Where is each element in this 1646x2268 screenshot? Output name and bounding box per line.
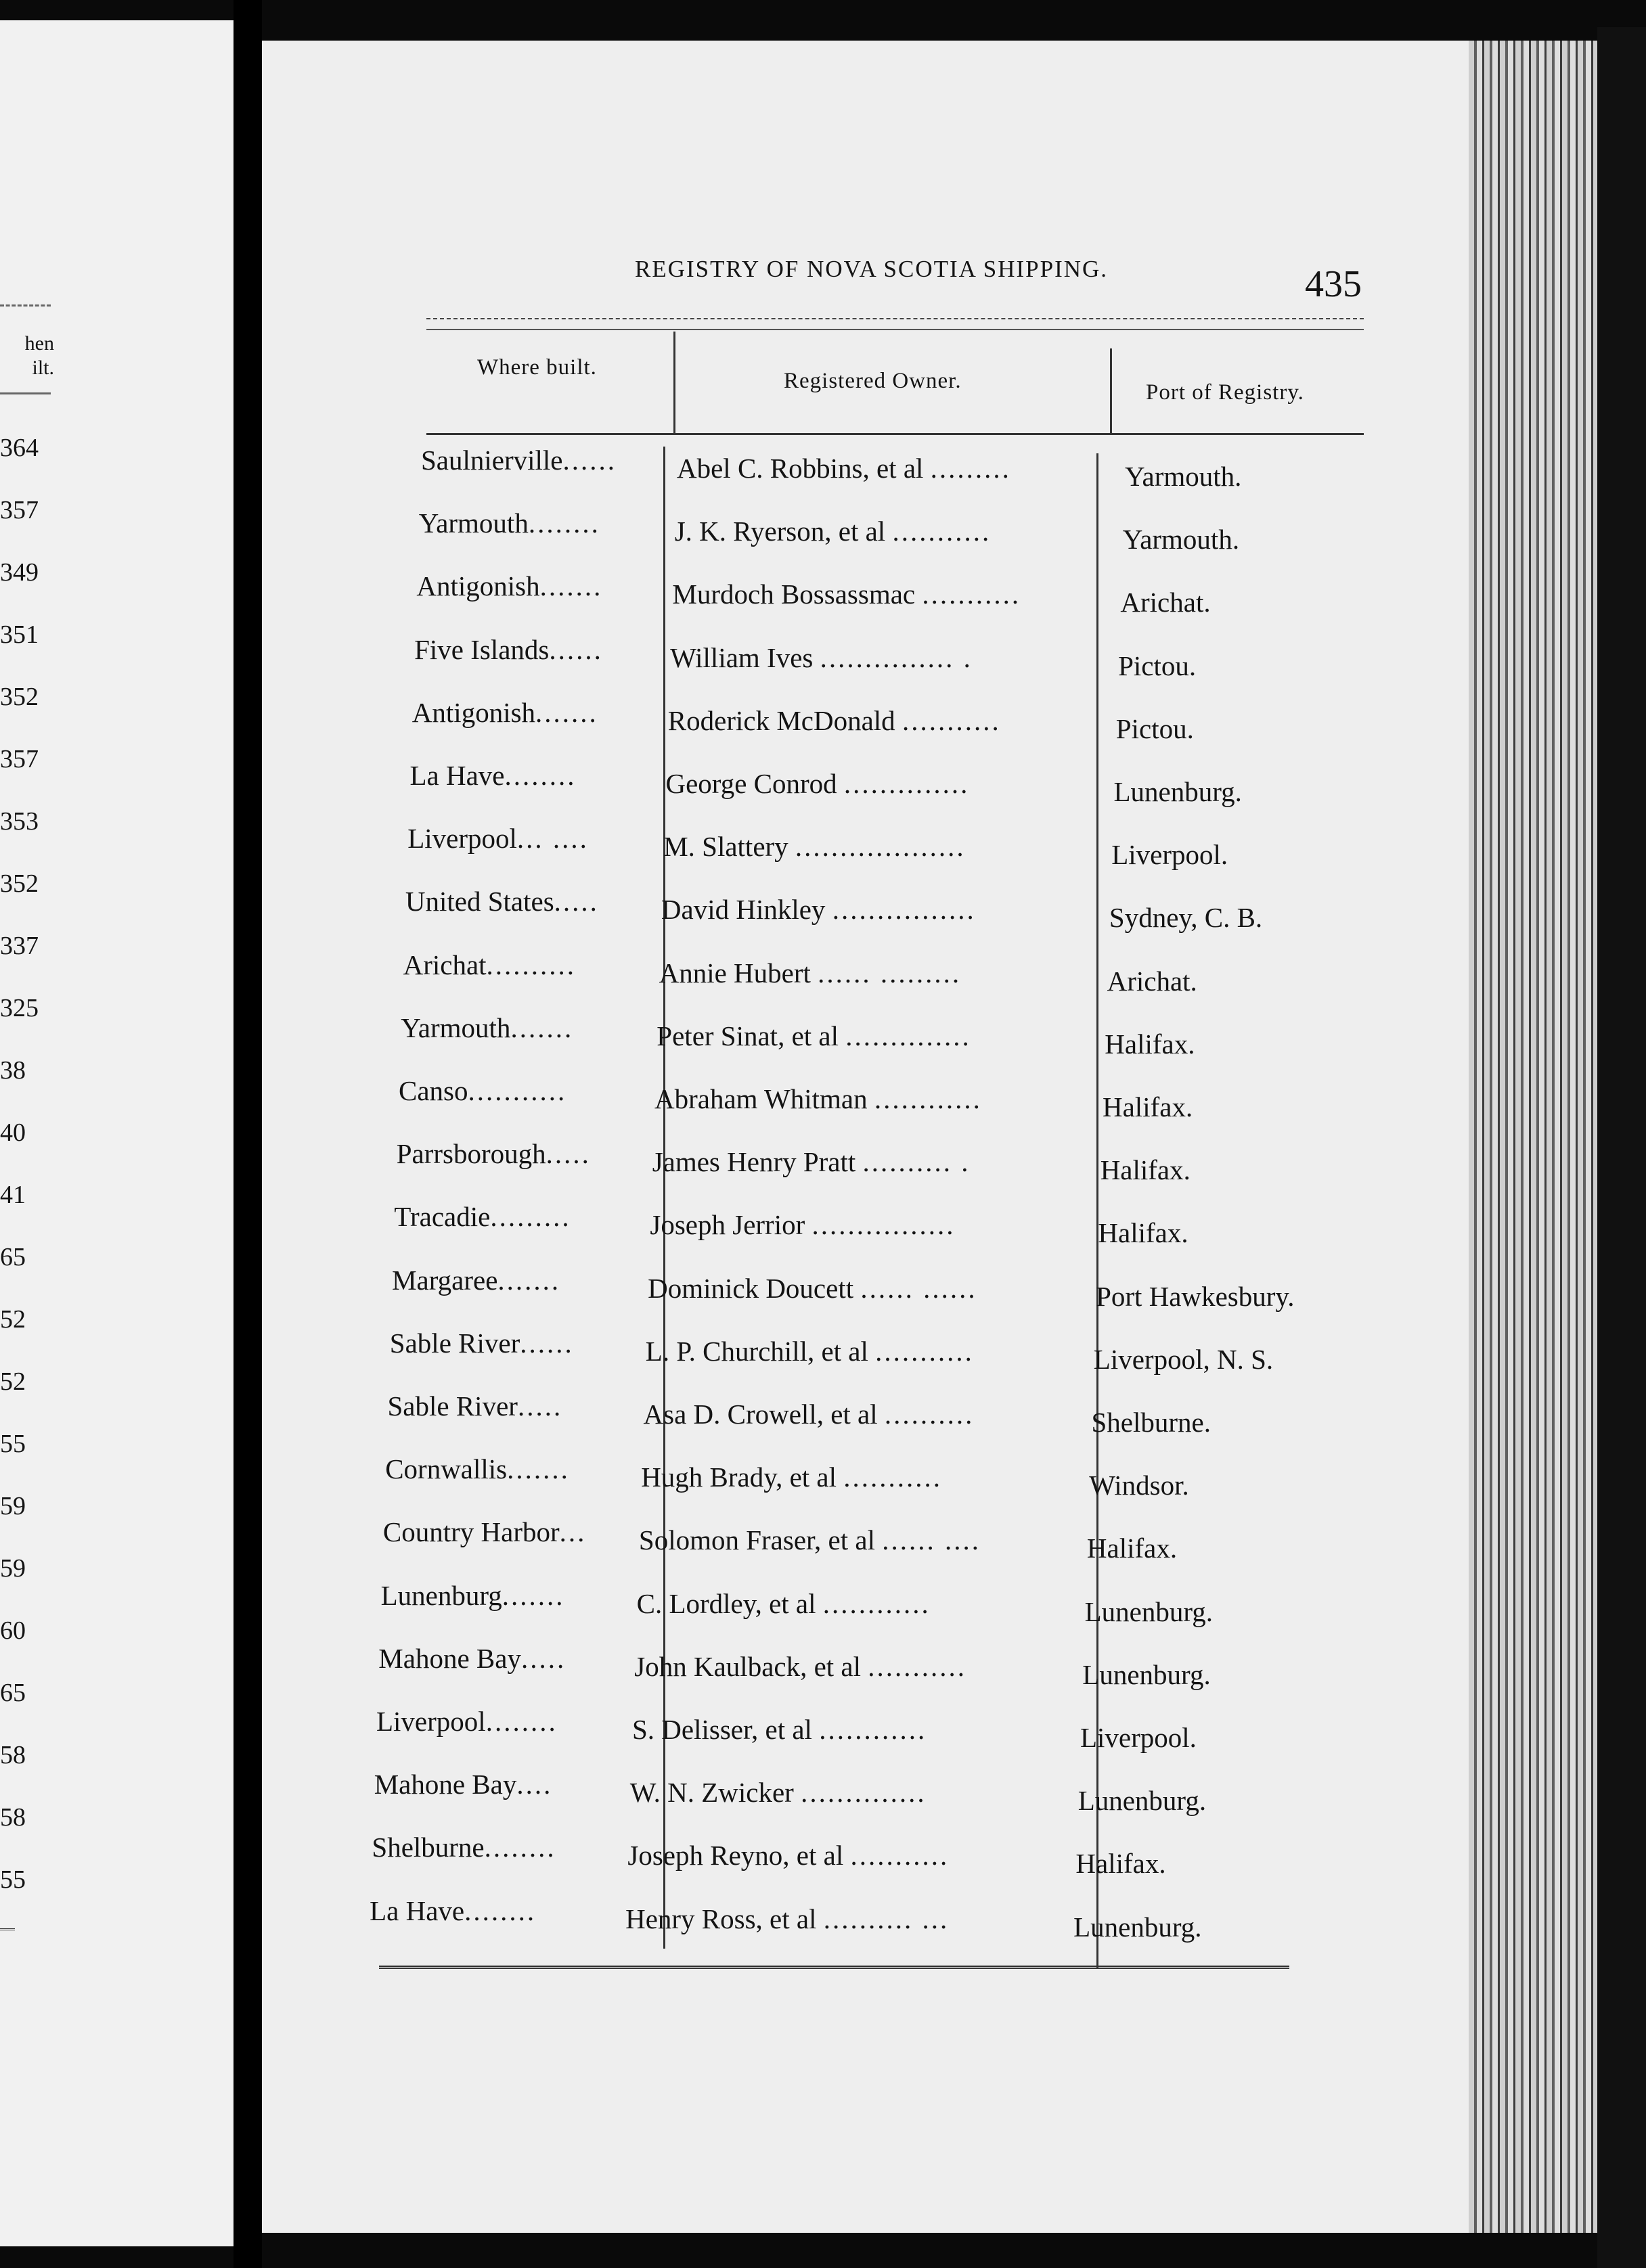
registered-owner: W. N. Zwicker xyxy=(629,1777,794,1809)
left-year-fragment: 65 xyxy=(0,1679,26,1707)
left-year-fragment: 58 xyxy=(0,1803,26,1832)
registered-owner: Hugh Brady, et al xyxy=(641,1461,837,1493)
registered-owner-cell xyxy=(677,451,1011,485)
port-of-registry: Yarmouth. xyxy=(1125,461,1242,492)
page-number: 435 xyxy=(1305,263,1362,305)
column-header-registered-owner: Registered Owner. xyxy=(784,369,962,393)
running-head: REGISTRY OF NOVA SCOTIA SHIPPING. xyxy=(635,256,1109,282)
registered-owner-cell xyxy=(672,577,1021,611)
registered-owner: Annie Hubert xyxy=(659,957,811,989)
registered-owner: Solomon Fraser, et al xyxy=(638,1524,875,1556)
where-built: Canso xyxy=(399,1075,468,1106)
leader-dots: ........ xyxy=(528,507,600,539)
leader-dots: ...... xyxy=(549,633,603,665)
where-built: Shelburne xyxy=(372,1832,485,1863)
where-built-cell xyxy=(397,1137,591,1171)
where-built: Mahone Bay xyxy=(374,1769,517,1800)
port-of-registry: Halifax. xyxy=(1100,1154,1191,1186)
header-bottom-rule xyxy=(426,433,1364,435)
port-of-registry: Windsor. xyxy=(1089,1470,1189,1501)
port-of-registry: Liverpool, N. S. xyxy=(1093,1343,1274,1375)
port-of-registry: Pictou. xyxy=(1118,650,1197,681)
left-year-fragment: 352 xyxy=(0,683,39,711)
left-header-rule-bottom xyxy=(0,392,51,394)
column-header-port-of-registry: Port of Registry. xyxy=(1146,380,1304,405)
leader-dots: ........... xyxy=(850,1840,950,1872)
leader-dots: ......... xyxy=(490,1201,571,1233)
left-year-fragment: 352 xyxy=(0,869,39,898)
left-header-rule-top xyxy=(0,304,51,307)
where-built: Five Islands xyxy=(414,633,550,665)
registered-owner: C. Lordley, et al xyxy=(636,1587,816,1619)
leader-dots: ........ xyxy=(504,760,577,791)
port-of-registry: Lunenburg. xyxy=(1082,1658,1211,1690)
left-end-rule xyxy=(0,1928,15,1930)
table-bottom-rule xyxy=(379,1966,1289,1969)
where-built-cell xyxy=(416,569,602,603)
port-of-registry: Liverpool. xyxy=(1080,1722,1197,1753)
left-header-line: hen xyxy=(24,332,54,355)
registered-owner-cell xyxy=(634,1650,966,1683)
left-year-fragment: 65 xyxy=(0,1243,26,1271)
leader-dots: .......... . xyxy=(862,1146,971,1178)
registered-owner-cell xyxy=(657,1019,971,1053)
left-column-header xyxy=(0,332,54,380)
leader-dots: ........ xyxy=(485,1706,558,1737)
registered-owner-cell xyxy=(663,830,965,863)
registered-owner-cell xyxy=(641,1460,942,1494)
registered-owner-cell xyxy=(639,1523,981,1557)
left-year-fragment: 357 xyxy=(0,496,39,524)
where-built: Yarmouth xyxy=(418,507,529,539)
registered-owner: Murdoch Bossassmac xyxy=(672,579,916,610)
port-of-registry: Port Hawkesbury. xyxy=(1096,1280,1295,1312)
port-of-registry: Halifax. xyxy=(1075,1848,1166,1880)
registered-owner: Roderick McDonald xyxy=(667,704,895,736)
book-edge-shadow xyxy=(1597,27,1646,2268)
registered-owner-cell xyxy=(627,1838,949,1872)
registered-owner-cell xyxy=(666,767,970,800)
registered-owner-cell xyxy=(650,1208,955,1242)
registered-owner: J. K. Ryerson, et al xyxy=(674,516,886,547)
where-built: Country Harbor xyxy=(382,1516,560,1548)
leader-dots: ...... ...... xyxy=(860,1272,977,1304)
leader-dots: ....... xyxy=(510,1012,574,1043)
where-built-cell xyxy=(392,1263,560,1297)
registered-owner-cell xyxy=(661,892,976,926)
port-of-registry: Arichat. xyxy=(1120,587,1211,618)
port-of-registry: Lunenburg. xyxy=(1077,1785,1207,1817)
port-of-registry: Halifax. xyxy=(1086,1533,1178,1564)
port-of-registry: Halifax. xyxy=(1105,1028,1195,1060)
leader-dots: ..... xyxy=(520,1642,566,1674)
page-edges xyxy=(1469,41,1597,2233)
leader-dots: ............ xyxy=(819,1714,927,1745)
registered-owner-cell xyxy=(670,641,973,675)
port-of-registry: Sydney, C. B. xyxy=(1109,902,1263,934)
registered-owner: Joseph Reyno, et al xyxy=(627,1840,844,1872)
leader-dots: .............. xyxy=(845,1020,971,1051)
where-built: La Have xyxy=(370,1895,465,1926)
leader-dots: ........ xyxy=(484,1832,556,1863)
where-built: Liverpool xyxy=(407,823,517,855)
where-built: Liverpool xyxy=(376,1706,486,1737)
leader-dots: ............... . xyxy=(820,641,973,673)
leader-dots: .......... xyxy=(884,1399,975,1430)
left-year-fragment: 351 xyxy=(0,620,39,649)
port-of-registry: Shelburne. xyxy=(1091,1407,1211,1438)
left-year-fragment: 59 xyxy=(0,1554,26,1583)
registered-owner: Dominick Doucett xyxy=(648,1272,854,1304)
port-of-registry: Liverpool. xyxy=(1111,839,1228,871)
where-built: Sable River xyxy=(389,1327,520,1359)
left-year-fragment: 325 xyxy=(0,994,39,1022)
leader-dots: ....... xyxy=(507,1453,570,1485)
where-built: Margaree xyxy=(392,1264,498,1296)
left-year-fragment: 52 xyxy=(0,1305,26,1334)
table-top-rule xyxy=(426,318,1364,319)
port-of-registry: Lunenburg. xyxy=(1084,1595,1213,1627)
where-built-cell xyxy=(394,1200,571,1233)
left-year-fragment: 55 xyxy=(0,1865,26,1894)
registered-owner: Asa D. Crowell, et al xyxy=(643,1399,878,1430)
registered-owner: L. P. Churchill, et al xyxy=(645,1335,868,1367)
registered-owner-cell xyxy=(637,1587,931,1620)
leader-dots: ...... ......... xyxy=(818,957,962,989)
where-built-cell xyxy=(412,696,598,729)
where-built-cell xyxy=(401,1011,573,1045)
registered-owner: James Henry Pratt xyxy=(652,1146,856,1178)
registered-owner-cell xyxy=(646,1334,974,1368)
where-built-cell xyxy=(390,1326,574,1360)
left-year-fragment: 60 xyxy=(0,1616,26,1645)
leader-dots: ....... xyxy=(502,1579,565,1611)
header-divider-2 xyxy=(1110,348,1112,433)
header-divider-1 xyxy=(673,332,675,433)
registered-owner: George Conrod xyxy=(665,768,837,799)
leader-dots: ............ xyxy=(822,1587,931,1619)
where-built: Sable River xyxy=(387,1390,518,1422)
book-gutter xyxy=(233,0,262,2268)
left-year-fragment: 52 xyxy=(0,1367,26,1396)
left-year-fragment: 364 xyxy=(0,434,39,462)
where-built: La Have xyxy=(409,760,505,791)
where-built-cell xyxy=(388,1389,563,1423)
registered-owner-cell xyxy=(652,1145,971,1179)
leader-dots: ........... xyxy=(892,516,992,547)
where-built-cell xyxy=(378,1641,566,1675)
registered-owner: M. Slattery xyxy=(663,831,788,863)
left-year-fragment: 40 xyxy=(0,1118,26,1147)
registered-owner-cell xyxy=(648,1271,977,1305)
leader-dots: .......... ... xyxy=(823,1903,950,1934)
leader-dots: ........... xyxy=(902,704,1001,736)
leader-dots: ..... xyxy=(517,1390,563,1422)
leader-dots: ................ xyxy=(811,1209,956,1241)
leader-dots: ...... .... xyxy=(882,1524,981,1556)
left-header-line: ilt. xyxy=(32,357,54,379)
left-page xyxy=(0,20,233,2246)
column-header-where-built: Where built. xyxy=(477,355,597,380)
registered-owner: Abraham Whitman xyxy=(654,1083,868,1114)
where-built-cell xyxy=(372,1830,556,1864)
registered-owner: Henry Ross, et al xyxy=(625,1903,817,1934)
port-of-registry: Arichat. xyxy=(1107,965,1197,997)
left-year-fragment: 58 xyxy=(0,1741,26,1769)
where-built: Parrsborough xyxy=(396,1138,546,1170)
left-year-fragment: 55 xyxy=(0,1430,26,1458)
where-built-cell xyxy=(399,1074,566,1108)
leader-dots: ........ xyxy=(464,1895,537,1926)
where-built-cell xyxy=(419,506,600,540)
leader-dots: ................ xyxy=(832,894,976,926)
registered-owner: John Kaulback, et al xyxy=(634,1650,862,1682)
registered-owner-cell xyxy=(625,1902,949,1936)
where-built-cell xyxy=(403,948,576,982)
left-year-fragment: 59 xyxy=(0,1492,26,1520)
leader-dots: ...... xyxy=(520,1327,574,1359)
where-built-cell xyxy=(410,758,577,792)
where-built-cell xyxy=(421,443,617,477)
where-built-cell xyxy=(374,1767,553,1801)
where-built: Lunenburg xyxy=(380,1579,502,1611)
registered-owner-cell xyxy=(668,704,1001,738)
left-year-fragment: 353 xyxy=(0,807,39,836)
leader-dots: .......... xyxy=(486,949,577,980)
where-built-cell xyxy=(405,884,599,918)
leader-dots: ..... xyxy=(546,1138,591,1170)
where-built-cell xyxy=(414,633,603,666)
where-built: United States xyxy=(405,886,554,917)
leader-dots: .............. xyxy=(843,768,970,799)
leader-dots: .............. xyxy=(801,1777,927,1809)
leader-dots: ......... xyxy=(930,453,1011,484)
registered-owner-cell xyxy=(675,514,992,548)
left-year-fragment: 349 xyxy=(0,558,39,587)
where-built: Antigonish xyxy=(412,696,536,728)
registered-owner-cell xyxy=(630,1775,927,1809)
port-of-registry: Lunenburg. xyxy=(1113,776,1242,807)
leader-dots: ....... xyxy=(539,570,603,602)
left-year-fragment: 38 xyxy=(0,1056,26,1085)
port-of-registry: Lunenburg. xyxy=(1073,1911,1202,1943)
where-built-cell xyxy=(381,1579,565,1612)
registered-owner-cell xyxy=(654,1082,982,1116)
leader-dots: ................... xyxy=(795,831,966,863)
leader-dots: ..... xyxy=(554,886,599,917)
registered-owner: David Hinkley xyxy=(661,894,826,926)
table-top-rule-2 xyxy=(426,329,1364,330)
leader-dots: ........... xyxy=(868,1650,967,1682)
where-built: Tracadie xyxy=(394,1201,491,1233)
where-built-cell xyxy=(376,1704,558,1738)
leader-dots: ....... xyxy=(497,1264,561,1296)
where-built: Mahone Bay xyxy=(378,1642,521,1674)
where-built-cell xyxy=(370,1894,536,1928)
where-built-cell xyxy=(407,821,589,855)
port-of-registry: Pictou. xyxy=(1115,712,1194,744)
registered-owner: Peter Sinat, et al xyxy=(657,1020,839,1051)
leader-dots: ... .... xyxy=(516,823,589,855)
where-built: Arichat xyxy=(403,949,487,980)
leader-dots: ....... xyxy=(535,696,598,728)
registered-owner-cell xyxy=(659,956,962,990)
registered-owner: Abel C. Robbins, et al xyxy=(677,453,924,484)
left-year-fragment: 41 xyxy=(0,1181,26,1209)
left-year-fragment: 357 xyxy=(0,745,39,773)
where-built: Antigonish xyxy=(416,570,540,602)
registered-owner: Joseph Jerrior xyxy=(650,1209,805,1241)
leader-dots: ............ xyxy=(874,1083,982,1114)
leader-dots: ...... xyxy=(562,445,617,476)
leader-dots: ........... xyxy=(922,579,1021,610)
leader-dots: ........... xyxy=(875,1335,974,1367)
leader-dots: ... xyxy=(559,1516,587,1548)
where-built-cell xyxy=(385,1452,570,1486)
leader-dots: ........... xyxy=(843,1461,943,1493)
port-of-registry: Halifax. xyxy=(1098,1217,1188,1249)
port-of-registry: Yarmouth. xyxy=(1122,524,1240,555)
where-built-cell xyxy=(383,1515,587,1549)
registered-owner: William Ives xyxy=(670,641,814,673)
port-of-registry: Halifax. xyxy=(1103,1091,1193,1122)
registered-owner-cell xyxy=(644,1397,975,1431)
registered-owner-cell xyxy=(632,1713,927,1746)
where-built: Cornwallis xyxy=(385,1453,508,1485)
leader-dots: ........... xyxy=(468,1075,567,1106)
where-built: Yarmouth xyxy=(401,1012,511,1043)
where-built: Saulnierville xyxy=(421,445,563,476)
registered-owner: S. Delisser, et al xyxy=(632,1714,812,1745)
leader-dots: .... xyxy=(516,1769,553,1800)
left-year-fragment: 337 xyxy=(0,932,39,960)
